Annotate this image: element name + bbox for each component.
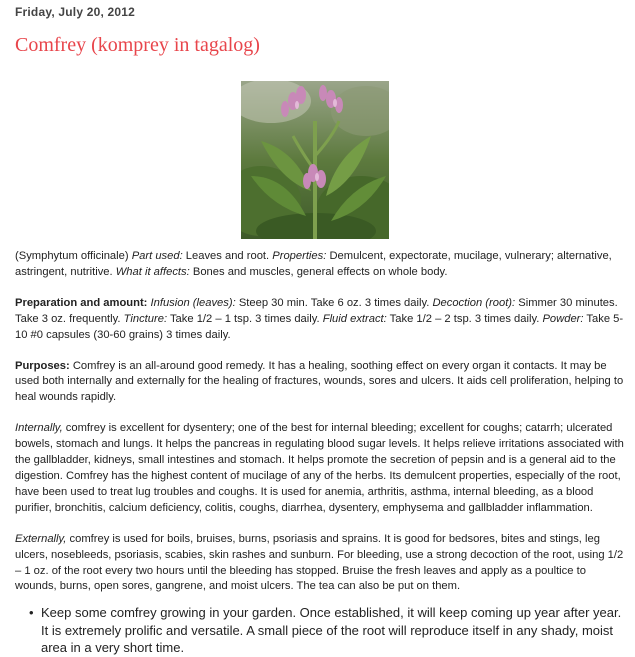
comfrey-plant-photo[interactable] (241, 81, 389, 239)
date-header: Friday, July 20, 2012 (15, 5, 136, 19)
paragraph-preparation: Preparation and amount: Infusion (leaves): Steep 30 min. Take 6 oz. 3 times daily. Decoction (root): Simmer 30 minutes. Take 3 oz. frequently. Tincture: Take 1/2 – 1 tsp. 3 times daily. Fluid extract: Take 1/2 – 2 tsp. 3 times daily. Powder: Take 5-10 #0 capsules (30-60 grains) 3 times daily. (15, 296, 624, 341)
tips-list (15, 604, 625, 657)
paragraph-purposes: Purposes: Comfrey is an all-around good remedy. It has a healing, soothing effect on every organ it contacts. It may be used both internally and externally for the healing of fractures, wounds, sores and ulcers. It aids cell proliferation, helping to heal wounds rapidly. (15, 359, 624, 404)
paragraph-externally: Externally, comfrey is used for boils, bruises, burns, psoriasis and sprains. It is good for bedsores, bites and stings, leg ulcers, nosebleeds, psoriasis, scabies, skin rashes and sunburn. For bleeding, use a strong decoction of the root, using 1/2 – 1 oz. of the root every two hours until the bleeding has stopped. Bruise the fresh leaves and apply as a poultice to wounds, burns, open sores, gangrene, and moist ulcers. The tea can also be put on them. (15, 532, 624, 593)
paragraph-overview: (Symphytum officinale) Part used: Leaves and root. Properties: Demulcent, expectorate, mucilage, vulnerary; alternative, astringent, nutritive. What it affects: Bones and muscles, general effects on whole body. (15, 250, 612, 278)
post-title[interactable]: Comfrey (komprey in tagalog) (15, 34, 260, 56)
post-body (15, 249, 625, 657)
paragraph-internally: Internally, comfrey is excellent for dysentery; one of the best for internal bleeding; excellent for coughs; catarrh; ulcerated bowels, stomach and lungs. It helps the pancreas in regulating blood sugar levels. It helps relieve irritations associated with the gallbladder, kidneys, small intestines and stomach. It helps promote the secretion of pepsin and is a general aid to the digestion. Comfrey has the highest content of mucilage of any of the herbs. Its demulcent properties, especially of the root, have been used to treat lug troubles and coughs. It is used for anemia, arthritis, asthma, internal bleeding, as a blood purifier, bronchitis, calcium deficiency, colitis, coughs, diarrhea, dysentery, emphysema and gallbladder inflammation. (15, 422, 624, 514)
list-item: • Keep some comfrey growing in your garden. Once established, it will keep coming up year after year. It is extremely prolific and versatile. A small piece of the root will reproduce itself in any shady, moist area in a very short time. (29, 604, 625, 657)
